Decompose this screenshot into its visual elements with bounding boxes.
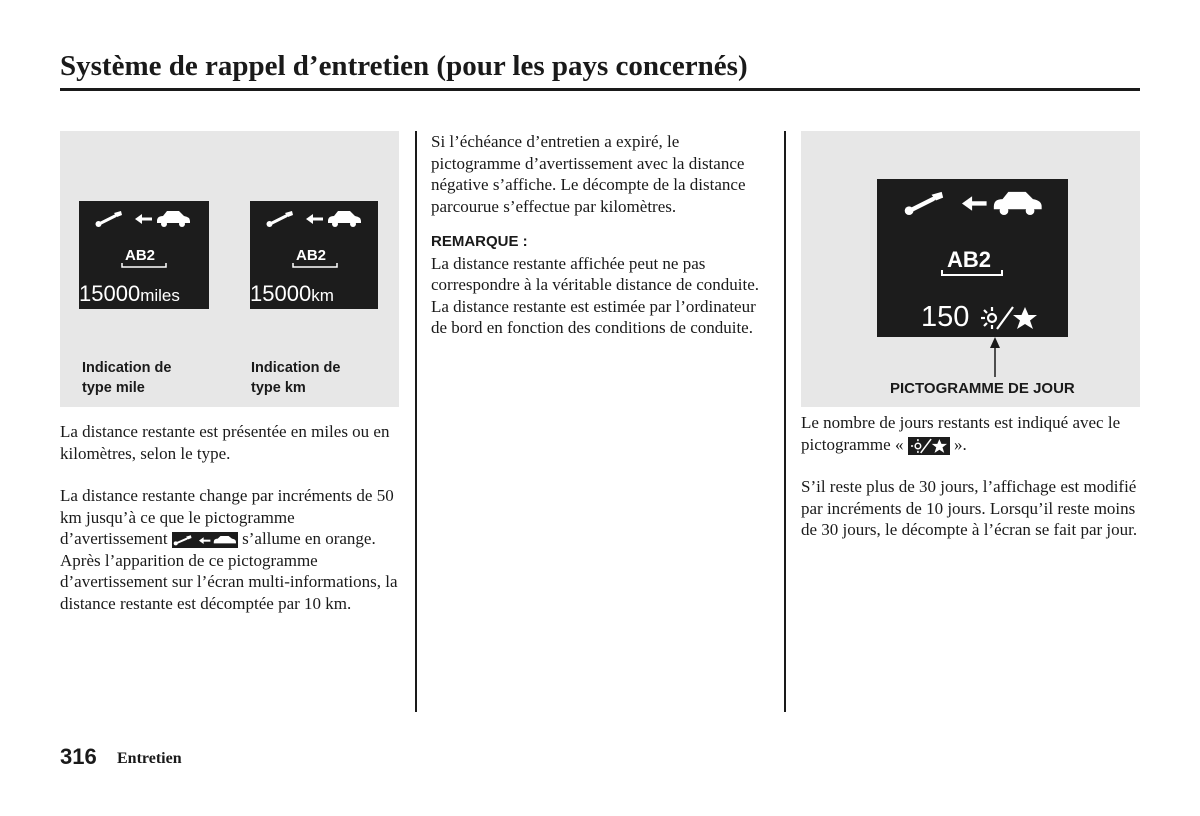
title-rule: [60, 88, 1140, 91]
lcd-distance-value: [79, 281, 180, 307]
column-divider-right: [784, 131, 786, 712]
paragraph: S’il reste plus de 30 jours, l’affichage est modifié par incréments de 10 jours. Lorsqu’il reste moins de 30 jours, le décompte à l’écran se fait par jour.: [801, 477, 1138, 539]
lcd-unit: miles: [140, 286, 180, 305]
arrow-up-icon: [988, 337, 1002, 377]
left-body-text: [60, 421, 405, 614]
caption-line: Indication de: [251, 360, 341, 376]
wrench-arrow-car-icon: [266, 208, 364, 228]
paragraph: [60, 485, 405, 614]
paragraph: La distance restante est présentée en miles ou en kilomètres, selon le type.: [60, 422, 390, 463]
lcd-distance-value: [250, 281, 334, 307]
caption-line: type mile: [82, 380, 145, 396]
sun-slash-star-icon: [908, 437, 950, 455]
paragraph: Si l’échéance d’entretien a expiré, le pictogramme d’avertissement avec la distance négative s’affiche. Le décompte de la distance parcourue s’effectue par kilomètres.: [431, 132, 746, 216]
lcd-value: 15000: [250, 281, 312, 306]
caption-line: Indication de: [82, 360, 172, 376]
lcd-code: AB2: [125, 247, 156, 264]
middle-body-text: [431, 131, 773, 339]
lcd-code: AB2: [947, 247, 992, 272]
paragraph: [801, 412, 1143, 455]
code-bracket: [121, 263, 167, 269]
code-bracket: [941, 270, 1003, 277]
display-examples-panel: [60, 131, 399, 407]
paragraph-text: ».: [953, 434, 967, 454]
page-title: Système de rappel d’entretien (pour les pays concernés): [60, 50, 748, 82]
lcd-unit: km: [311, 286, 334, 305]
page-number: 316: [60, 744, 97, 769]
wrench-arrow-car-icon: [172, 532, 238, 548]
section-name: Entretien: [117, 750, 182, 767]
column-divider-left: [415, 131, 417, 712]
caption-km: [251, 358, 340, 398]
caption-line: type km: [251, 380, 306, 396]
lcd-value: 15000: [79, 281, 141, 306]
remark-heading: REMARQUE :: [431, 233, 528, 250]
sun-slash-star-icon: [981, 305, 1039, 331]
caption-day-pictogram: PICTOGRAMME DE JOUR: [890, 380, 1075, 397]
paragraph-text: La distance restante change par incréments de 50 km jusqu’à ce que le pictogramme d’avertissement: [60, 486, 394, 548]
day-pictogram-panel: [801, 131, 1140, 407]
caption-mile: [82, 358, 171, 398]
lcd-display-km: [250, 201, 378, 309]
paragraph-text: Le nombre de jours restants est indiqué avec le pictogramme «: [801, 413, 1121, 454]
code-bracket: [292, 263, 338, 269]
lcd-display-mile: [79, 201, 209, 309]
lcd-display-day: [877, 179, 1068, 337]
lcd-day-value: 150: [921, 301, 970, 333]
wrench-arrow-car-icon: [904, 187, 1046, 217]
right-body-text: [801, 412, 1143, 541]
paragraph-text: s’allume en orange. Après l’apparition de ce pictogramme d’avertissement sur l’écran multi-informations, la distance restante est décomptée par 10 km.: [60, 529, 398, 613]
lcd-code: AB2: [296, 247, 327, 264]
wrench-arrow-car-icon: [95, 208, 193, 228]
remark-text: La distance restante affichée peut ne pas correspondre à la véritable distance de conduite. La distance restante est estimée par l’ordinateur de bord en fonction des conditions de conduite.: [431, 253, 760, 337]
